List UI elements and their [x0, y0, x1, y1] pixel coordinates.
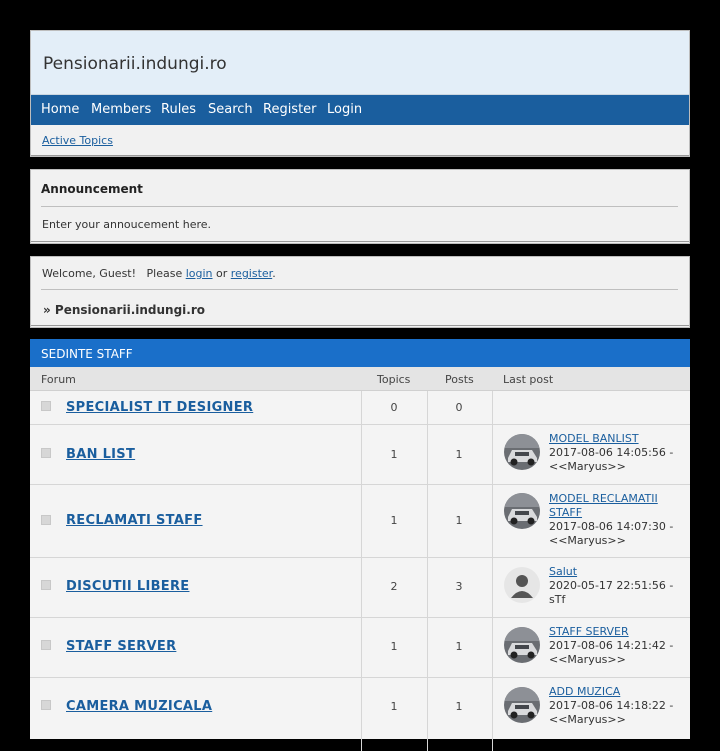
topic-count: 1	[390, 700, 398, 713]
header-panel	[30, 30, 690, 157]
nav-home[interactable]: Home	[41, 102, 80, 117]
car-avatar-icon[interactable]	[504, 687, 540, 723]
category-title[interactable]: SEDINTE STAFF	[41, 347, 133, 361]
forum-title[interactable]: SPECIALIST IT DESIGNER	[66, 400, 254, 415]
forum-status-icon	[41, 515, 51, 525]
nav-login[interactable]: Login	[327, 102, 363, 117]
last-post-subject[interactable]: STAFF SERVER	[549, 625, 629, 638]
announcement-title: Announcement	[41, 182, 143, 196]
forum-title[interactable]: BAN LIST	[66, 447, 136, 462]
forum-row	[30, 618, 690, 678]
last-post-date: 2017-08-06 14:18:22 -	[549, 699, 674, 712]
post-count: 1	[455, 448, 463, 461]
forum-row	[30, 391, 690, 425]
last-post-subject[interactable]: ADD MUZICA	[549, 685, 621, 698]
last-post-subject[interactable]: Salut	[549, 565, 578, 578]
divider	[31, 325, 689, 326]
col-last-post: Last post	[503, 373, 554, 386]
last-post-info	[549, 492, 684, 548]
car-avatar-icon[interactable]	[504, 627, 540, 663]
last-post-date: 2020-05-17 22:51:56 -	[549, 579, 674, 592]
welcome-text: Welcome, Guest! Please	[42, 267, 186, 280]
nav-search[interactable]: Search	[208, 102, 253, 117]
col-posts: Posts	[445, 373, 474, 386]
breadcrumb[interactable]: » Pensionarii.indungi.ro	[43, 303, 206, 317]
col-topics: Topics	[377, 373, 411, 386]
welcome-message	[42, 267, 276, 280]
topic-count: 1	[390, 448, 398, 461]
divider	[31, 241, 689, 242]
last-post-info	[549, 432, 684, 474]
post-count: 1	[455, 640, 463, 653]
welcome-box	[30, 256, 690, 328]
last-post-info	[549, 685, 684, 727]
col-forum: Forum	[41, 373, 76, 386]
forum-category	[30, 339, 690, 739]
welcome-suffix: .	[272, 267, 276, 280]
last-post-subject[interactable]: MODEL BANLIST	[549, 432, 639, 445]
forum-status-icon	[41, 580, 51, 590]
post-count: 3	[455, 580, 463, 593]
last-post-author[interactable]: <<Maryus>>	[549, 460, 626, 473]
welcome-or-text: or	[212, 267, 231, 280]
forum-status-icon	[41, 448, 51, 458]
announcement-box	[30, 169, 690, 244]
forum-title[interactable]: STAFF SERVER	[66, 639, 177, 654]
category-header	[30, 339, 690, 367]
divider	[41, 289, 678, 290]
main-nav	[31, 95, 689, 125]
topic-count: 2	[390, 580, 398, 593]
post-count: 1	[455, 514, 463, 527]
register-link[interactable]: register	[230, 267, 273, 280]
forum-title[interactable]: RECLAMATI STAFF	[66, 513, 203, 528]
site-title[interactable]: Pensionarii.indungi.ro	[43, 54, 227, 74]
last-post-subject[interactable]: MODEL RECLAMATII STAFF	[549, 492, 658, 519]
divider	[41, 206, 678, 207]
topic-count: 1	[390, 514, 398, 527]
last-post-date: 2017-08-06 14:05:56 -	[549, 446, 674, 459]
site-title-bar	[31, 31, 689, 95]
forum-status-icon	[41, 640, 51, 650]
default-user-icon[interactable]	[504, 567, 540, 603]
forum-row	[30, 558, 690, 618]
nav-members[interactable]: Members	[91, 102, 152, 117]
forum-status-icon	[41, 700, 51, 710]
forum-row	[30, 678, 690, 738]
last-post-date: 2017-08-06 14:07:30 -	[549, 520, 674, 533]
car-avatar-icon[interactable]	[504, 434, 540, 470]
car-avatar-icon[interactable]	[504, 493, 540, 529]
last-post-author[interactable]: sTf	[549, 593, 566, 606]
nav-register[interactable]: Register	[263, 102, 317, 117]
post-count: 0	[455, 401, 463, 414]
last-post-author[interactable]: <<Maryus>>	[549, 653, 626, 666]
last-post-author[interactable]: <<Maryus>>	[549, 713, 626, 726]
login-link[interactable]: login	[185, 267, 213, 280]
forum-row	[30, 425, 690, 485]
last-post-author[interactable]: <<Maryus>>	[549, 534, 626, 547]
forum-title[interactable]: CAMERA MUZICALA	[66, 699, 213, 714]
post-count: 1	[455, 700, 463, 713]
forum-title[interactable]: DISCUTII LIBERE	[66, 579, 190, 594]
topic-count: 0	[390, 401, 398, 414]
last-post-info	[549, 565, 684, 607]
last-post-info	[549, 625, 684, 667]
forum-row	[30, 485, 690, 558]
forum-status-icon	[41, 401, 51, 411]
nav-rules[interactable]: Rules	[161, 102, 197, 117]
topic-count: 1	[390, 640, 398, 653]
last-post-date: 2017-08-06 14:21:42 -	[549, 639, 674, 652]
column-header	[30, 367, 690, 391]
divider	[31, 155, 689, 156]
announcement-text: Enter your annoucement here.	[42, 218, 212, 231]
active-topics-link[interactable]: Active Topics	[42, 134, 113, 147]
